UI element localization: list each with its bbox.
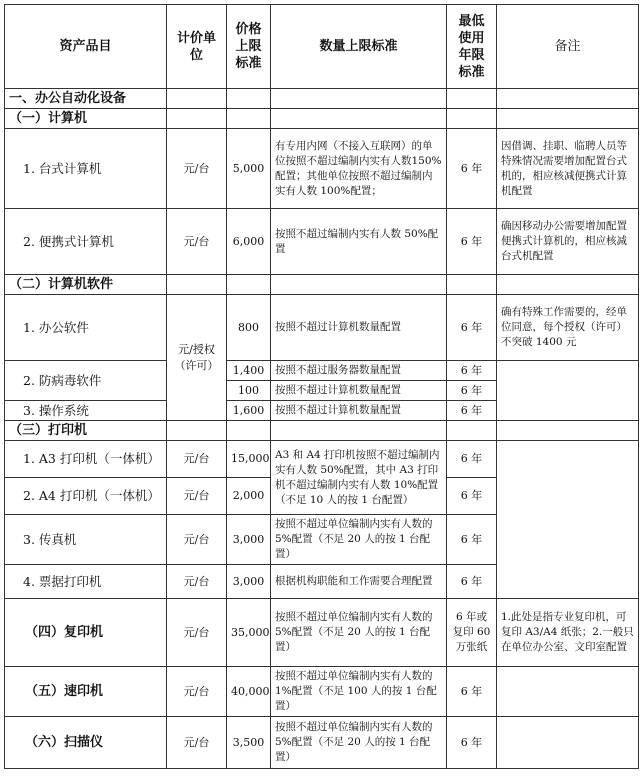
section-copier: （四）复印机 <box>5 599 167 667</box>
item-years: 6 年 <box>447 565 497 599</box>
table-row <box>5 667 639 717</box>
header-unit: 计价单 位 <box>167 5 227 89</box>
item-years: 6 年 <box>447 515 497 565</box>
item-unit: 元/台 <box>167 667 227 717</box>
item-quantity: 根据机构职能和工作需要合理配置 <box>271 565 447 599</box>
item-years: 6 年 <box>447 129 497 209</box>
section-office: 一、办公自动化设备 <box>5 89 167 109</box>
item-price: 100 <box>227 381 271 401</box>
item-price: 1,600 <box>227 401 271 421</box>
section-row <box>5 421 639 441</box>
table-row <box>5 295 639 361</box>
table-row <box>5 129 639 209</box>
header-price: 价格 上限 标准 <box>227 5 271 89</box>
item-price: 1,400 <box>227 361 271 381</box>
header-note: 备注 <box>497 5 639 89</box>
item-price: 2,000 <box>227 478 271 515</box>
item-quantity: 按照不超过服务器数量配置 <box>271 361 447 381</box>
item-name: 1. 台式计算机 <box>5 129 167 209</box>
section-row <box>5 109 639 129</box>
header-quantity: 数量上限标准 <box>271 5 447 89</box>
item-unit: 元/台 <box>167 441 227 478</box>
item-years: 6 年 <box>447 361 497 381</box>
item-years: 6 年 <box>447 478 497 515</box>
item-unit: 元/台 <box>167 209 227 275</box>
item-quantity: 按照不超过单位编制内实有人数的 5%配置（不足 20 人的按 1 台配置） <box>271 717 447 769</box>
item-price: 5,000 <box>227 129 271 209</box>
item-note: 确因移动办公需要增加配置便携式计算机的，相应核减台式机配置 <box>497 209 639 275</box>
item-name: 2. 便携式计算机 <box>5 209 167 275</box>
item-name: 1. A3 打印机（一体机） <box>5 441 167 478</box>
section-software: （二）计算机软件 <box>5 275 167 295</box>
item-price: 3,500 <box>227 717 271 769</box>
table-row <box>5 599 639 667</box>
item-years: 6 年 <box>447 209 497 275</box>
item-price: 800 <box>227 295 271 361</box>
item-years: 6 年 <box>447 717 497 769</box>
item-quantity: 按照不超过编制内实有人数 50%配置 <box>271 209 447 275</box>
item-name: 3. 操作系统 <box>5 401 167 421</box>
item-unit: 元/台 <box>167 515 227 565</box>
item-quantity: 按照不超过计算机数量配置 <box>271 295 447 361</box>
item-price: 40,000 <box>227 667 271 717</box>
item-name: 2. 防病毒软件 <box>5 361 167 401</box>
section-printer: （三）打印机 <box>5 421 167 441</box>
section-scanner: （六）扫描仪 <box>5 717 167 769</box>
item-price: 35,000 <box>227 599 271 667</box>
item-quantity: A3 和 A4 打印机按照不超过编制内实有人数 50%配置，其中 A3 打印机不超过编制内实有人数 10%配置（不足 10 人的按 1 台配置） <box>271 441 447 515</box>
item-price: 6,000 <box>227 209 271 275</box>
item-price: 15,000 <box>227 441 271 478</box>
header-row <box>5 5 639 89</box>
section-duplicator: （五）速印机 <box>5 667 167 717</box>
item-price: 3,000 <box>227 565 271 599</box>
item-quantity: 按照不超过单位编制内实有人数的 5%配置（不足 20 人的按 1 台配置） <box>271 515 447 565</box>
item-quantity: 按照不超过计算机数量配置 <box>271 401 447 421</box>
item-years: 6 年 <box>447 401 497 421</box>
table-row <box>5 361 639 381</box>
table-row <box>5 441 639 478</box>
item-years: 6 年 <box>447 441 497 478</box>
item-quantity: 按照不超过计算机数量配置 <box>271 381 447 401</box>
section-computer: （一）计算机 <box>5 109 167 129</box>
item-quantity: 按照不超过单位编制内实有人数的 5%配置（不足 20 人的按 1 台配置） <box>271 599 447 667</box>
item-unit: 元/台 <box>167 129 227 209</box>
section-row <box>5 89 639 109</box>
asset-standard-table <box>4 4 639 769</box>
item-unit: 元/授权 （许可） <box>167 295 227 421</box>
table-row <box>5 209 639 275</box>
section-row <box>5 275 639 295</box>
table-row <box>5 717 639 769</box>
item-price: 3,000 <box>227 515 271 565</box>
item-name: 4. 票据打印机 <box>5 565 167 599</box>
item-note: 1.此处是指专业复印机，可复印 A3/A4 纸张；2.一般只在单位办公室、文印室配置 <box>497 599 639 667</box>
item-unit: 元/台 <box>167 478 227 515</box>
item-years: 6 年 <box>447 295 497 361</box>
item-unit: 元/台 <box>167 565 227 599</box>
item-years: 6 年 <box>447 381 497 401</box>
item-quantity: 有专用内网（不接入互联网）的单位按照不超过编制内实有人数150%配置；其他单位按照不超过编制内实有人数 100%配置； <box>271 129 447 209</box>
item-name: 2. A4 打印机（一体机） <box>5 478 167 515</box>
item-note: 因借调、挂职、临聘人员等特殊情况需要增加配置台式机的，相应核减便携式计算机配置 <box>497 129 639 209</box>
header-years: 最低 使用 年限 标准 <box>447 5 497 89</box>
item-name: 3. 传真机 <box>5 515 167 565</box>
item-years: 6 年或复印 60 万张纸 <box>447 599 497 667</box>
item-name: 1. 办公软件 <box>5 295 167 361</box>
item-unit: 元/台 <box>167 599 227 667</box>
item-note: 确有特殊工作需要的，经单位同意，每个授权（许可）不突破 1400 元 <box>497 295 639 361</box>
item-years: 6 年 <box>447 667 497 717</box>
item-unit: 元/台 <box>167 717 227 769</box>
header-name: 资产品目 <box>5 5 167 89</box>
item-quantity: 按照不超过单位编制内实有人数的 1%配置（不足 100 人的按 1 台配置） <box>271 667 447 717</box>
